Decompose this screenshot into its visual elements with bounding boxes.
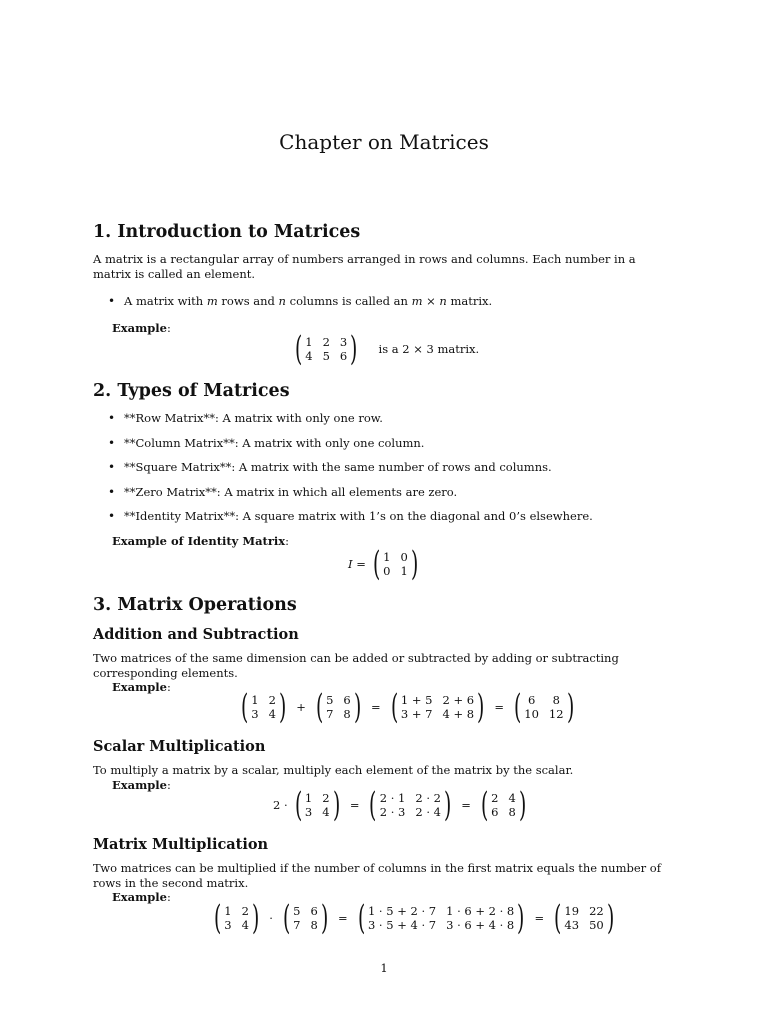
section-heading-types: 2. Types of Matrices [93, 381, 290, 401]
matrix-cell: 2 [322, 335, 330, 349]
matrix-cell: 5 [293, 904, 301, 918]
matrix: ( 1 2 3 4 5 6 ) [294, 329, 358, 369]
matrix-cell: 4 [305, 349, 313, 363]
matrix: ( 1 · 5 + 2 · 7 1 · 6 + 2 · 8 3 · 5 + 4 · 7 3 · 6 + 4 · 8 ) [357, 898, 525, 938]
matrix-cells [491, 791, 516, 819]
matrix-cell: 3 [251, 707, 259, 721]
list-item: • A matrix with m rows and n columns is called an m × n matrix. [108, 294, 492, 319]
matrix-cells [326, 693, 351, 721]
matrix-cell: 8 [508, 805, 516, 819]
matrix-cell: 1 · 5 + 2 · 7 [367, 904, 437, 918]
matrix: ( 1 2 3 4 ) [294, 785, 340, 825]
scalar-paragraph: To multiply a matrix by a scalar, multiply each element of the matrix by the scalar. [93, 763, 574, 777]
section-heading-introduction: 1. Introduction to Matrices [93, 222, 361, 242]
matrix-cell: 5 [326, 693, 334, 707]
matrix-cell: 1 [383, 550, 391, 564]
list-item: • **Row Matrix**: A matrix with only one row. [108, 411, 593, 436]
matrix-cells [368, 904, 514, 932]
multiplication-example-label: Example: [112, 890, 171, 904]
matrix-cells [224, 904, 249, 932]
matrix-cell: 2 · 4 [415, 805, 441, 819]
matrix-cell: 6 [343, 693, 351, 707]
matrix: ( 5 6 7 8 ) [282, 898, 329, 938]
matrix-cell: 6 [527, 693, 536, 707]
scalar-equation [273, 785, 529, 825]
matrix-cell: 4 [322, 805, 330, 819]
matrix-cell: 0 [383, 564, 391, 578]
matrix-cell: 6 [310, 904, 318, 918]
equals-operator: = [349, 798, 360, 812]
matrix-cell: 3 · 5 + 4 · 7 [367, 918, 437, 932]
matrix: ( 5 6 7 8 ) [315, 687, 362, 727]
matrix-cell: 2 [491, 791, 499, 805]
equals-operator: = [494, 700, 505, 714]
equals-operator: = [371, 700, 381, 714]
matrix-cell: 2 [268, 693, 276, 707]
dot-operator: · [269, 911, 273, 925]
example-label: Example: [112, 321, 171, 335]
addition-equation [238, 687, 577, 727]
matrix: ( 6 8 10 12 ) [514, 687, 574, 727]
matrix-cell: 1 + 5 [400, 693, 433, 707]
matrix: ( 1 2 3 4 ) [240, 687, 287, 727]
matrix-cell: 43 [564, 918, 580, 932]
matrix-cell: 19 [564, 904, 580, 918]
matrix-cells [564, 904, 603, 932]
matrix-cell: 8 [310, 918, 318, 932]
matrix-cell: 1 [251, 693, 259, 707]
matrix: ( 1 + 5 2 + 6 3 + 7 4 + 8 ) [390, 687, 485, 727]
scalar-example-label: Example: [112, 778, 171, 792]
matrix-cell: 6 [339, 349, 348, 363]
matrix-cell: 6 [491, 805, 499, 819]
list-item: • **Identity Matrix**: A square matrix with 1’s on the diagonal and 0’s elsewhere. [108, 509, 593, 534]
list-item: • **Column Matrix**: A matrix with only one column. [108, 436, 593, 461]
list-item: • **Square Matrix**: A matrix with the same number of rows and columns. [108, 460, 593, 485]
matrix-cell: 4 [241, 918, 249, 932]
plus-operator: + [296, 700, 306, 714]
equals-operator: = [338, 911, 348, 925]
matrix-cell: 50 [589, 918, 604, 932]
matrix-cells [524, 693, 563, 721]
matrix-cells [305, 335, 347, 363]
matrix-cell: 2 · 1 [379, 791, 406, 805]
page-number: 1 [380, 961, 388, 975]
addition-paragraph: Two matrices of the same dimension can be added or subtracted by adding or subtracting corresponding elements. [93, 651, 619, 680]
types-bullet-list [108, 411, 593, 534]
matrix-cell: 2 [241, 904, 249, 918]
matrix-cell: 1 · 6 + 2 · 8 [446, 904, 515, 918]
matrix-cell: 1 [224, 904, 232, 918]
intro-bullet-list [108, 294, 492, 319]
matrix-cell: 3 [224, 918, 232, 932]
identity-symbol: I = [348, 557, 366, 571]
matrix-cell: 10 [524, 707, 539, 721]
matrix-cell: 4 [508, 791, 516, 805]
identity-matrix-equation [348, 544, 421, 584]
example-matrix-caption: is a 2 × 3 matrix. [378, 342, 480, 356]
matrix: ( 2 · 1 2 · 2 2 · 3 2 · 4 ) [369, 785, 452, 825]
matrix-cell: 3 [304, 805, 313, 819]
matrix-cell: 5 [322, 349, 330, 363]
matrix-cell: 2 · 3 [379, 805, 406, 819]
matrix-cells [251, 693, 276, 721]
matrix: ( 1 0 0 1 ) [372, 544, 419, 584]
example-matrix-2x3 [292, 329, 480, 369]
list-item: • **Zero Matrix**: A matrix in which all elements are zero. [108, 485, 593, 510]
multiplication-paragraph: Two matrices can be multiplied if the number of columns in the first matrix equals the number of rows in the second matrix. [93, 861, 661, 890]
section-heading-operations: 3. Matrix Operations [93, 595, 297, 615]
matrix-cell: 1 [400, 564, 408, 578]
matrix-cell: 4 + 8 [442, 707, 475, 721]
matrix-cells [401, 693, 474, 721]
matrix-cell: 4 [268, 707, 276, 721]
subsection-heading-addition: Addition and Subtraction [93, 626, 299, 643]
matrix-cell: 0 [400, 550, 408, 564]
matrix: ( 19 22 43 50 ) [554, 898, 614, 938]
matrix-cell: 3 + 7 [400, 707, 433, 721]
matrix-cell: 1 [305, 335, 313, 349]
equals-operator: = [461, 798, 471, 812]
matrix-cell: 7 [326, 707, 334, 721]
multiplication-equation [211, 898, 617, 938]
matrix: ( 2 4 6 8 ) [480, 785, 527, 825]
matrix-cell: 2 + 6 [442, 693, 475, 707]
matrix-cells [293, 904, 318, 932]
matrix-cell: 3 [339, 335, 348, 349]
matrix-cell: 8 [552, 693, 560, 707]
addition-example-label: Example: [112, 680, 171, 694]
matrix-cells [305, 791, 330, 819]
matrix-cell: 7 [293, 918, 301, 932]
matrix-cell: 22 [589, 904, 604, 918]
intro-paragraph: A matrix is a rectangular array of numbers arranged in rows and columns. Each number in a matrix is called an element. [93, 252, 636, 281]
identity-example-label: Example of Identity Matrix: [112, 534, 290, 548]
matrix: ( 1 2 3 4 ) [213, 898, 260, 938]
matrix-cell: 2 [322, 791, 330, 805]
matrix-cell: 2 · 2 [415, 791, 441, 805]
subsection-heading-multiplication: Matrix Multiplication [93, 836, 269, 853]
matrix-cells [380, 791, 441, 819]
matrix-cells [383, 550, 408, 578]
matrix-cell: 8 [343, 707, 351, 721]
subsection-heading-scalar: Scalar Multiplication [93, 738, 266, 755]
matrix-cell: 3 · 6 + 4 · 8 [446, 918, 515, 932]
matrix-cell: 12 [548, 707, 564, 721]
scalar-factor: 2 · [273, 798, 288, 812]
matrix-cell: 1 [304, 791, 313, 805]
document-title: Chapter on Matrices [279, 130, 489, 154]
equals-operator: = [534, 911, 545, 925]
